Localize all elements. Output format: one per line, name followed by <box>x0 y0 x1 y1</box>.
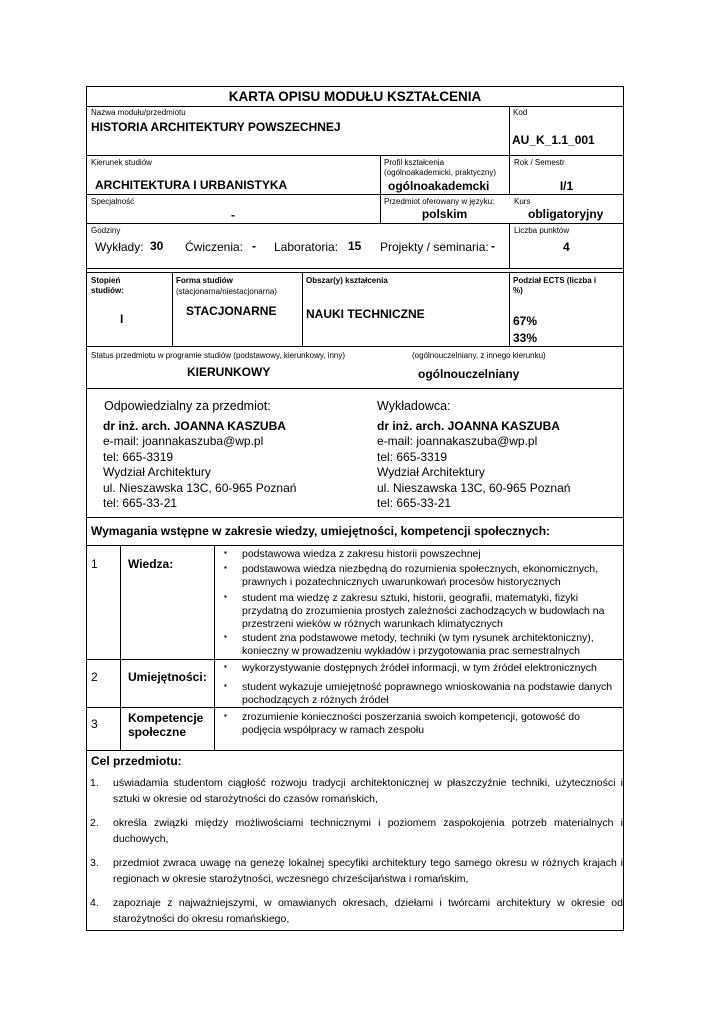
bullet-icon: ▪ <box>224 548 227 557</box>
projects-value: - <box>491 239 495 253</box>
divider <box>86 106 624 107</box>
profile-label: Profil kształcenia <box>384 158 445 167</box>
divider <box>509 272 510 346</box>
year-value: I/1 <box>559 179 574 193</box>
module-name-label: Nazwa modułu/przedmiotu <box>91 108 186 117</box>
form-value: STACJONARNE <box>186 304 277 318</box>
requirement-number: 1 <box>91 557 98 571</box>
lecturer-name: dr inż. arch. JOANNA KASZUBA <box>377 419 560 433</box>
responsible-address: ul. Nieszawska 13C, 60-965 Poznań <box>103 480 297 495</box>
ects-value-2: 33% <box>513 331 538 345</box>
requirement-label-competences-2: społeczne <box>128 725 187 739</box>
lecturer-contact <box>377 419 570 511</box>
divider <box>86 545 624 546</box>
responsible-name: dr inż. arch. JOANNA KASZUBA <box>103 419 286 433</box>
goal-item: uświadamia studentom ciągłość rozwoju tradycji architektonicznej w płaszczyźnie techniki, użyteczności i sztuki w okresie od starożytności do czasów romańskich, <box>113 777 623 805</box>
divider <box>172 272 173 346</box>
points-label: Liczba punktów <box>514 226 570 235</box>
bullet-icon: ▪ <box>224 563 227 572</box>
divider <box>120 545 121 750</box>
divider <box>86 517 624 518</box>
goal-item: przedmiot zwraca uwagę na genezę lokalnej specyfiki architektury tego samego okresu w różnych krajach i regionach w okresie starożytności, wczesnego chrześcijaństwa i romańskim, <box>113 857 623 885</box>
requirement-item: student wykazuje umiejętność poprawnego wnioskowania na podstawie danych pochodzących z różnych źródeł <box>242 681 613 706</box>
lecturer-tel: tel: 665-3319 <box>377 449 448 464</box>
specialty-value: - <box>231 208 235 222</box>
profile-value <box>380 179 509 193</box>
divider <box>86 346 624 347</box>
responsible-contact <box>103 419 296 511</box>
requirement-item: student ma wiedzę z zakresu sztuki, historii, geografii, matematyki, fizyki przydatną do zrozumienia prostych zależności zachodzących w budowlach na przestrzeni wieków w różnych warunkach klimatycznych <box>242 592 605 630</box>
course-value: obligatoryjny <box>528 207 604 221</box>
card-title: KARTA OPISU MODUŁU KSZTAŁCENIA <box>228 89 482 104</box>
goal-number: 1. <box>90 777 99 789</box>
bullet-icon: ▪ <box>224 662 227 671</box>
bullet-icon: ▪ <box>224 681 227 690</box>
form-label: Forma studiów <box>176 276 233 285</box>
ects-label: Podział ECTS (liczba i <box>513 276 597 285</box>
goal-item: zapoznaje z najważniejszymi, w omawianych okresach, dziełami i twórcami architektury w okresie od starożytności do okresu romańskiego, <box>113 897 623 925</box>
goal-item: określa związki między możliwościami technicznymi i poziomem zaspokojenia potrzeb materialnych i duchowych, <box>113 817 623 845</box>
projects-label: Projekty / seminaria: <box>380 240 489 254</box>
course-label: Kurs <box>514 197 531 206</box>
lecturer-heading: Wykładowca: <box>377 399 451 413</box>
bullet-icon: ▪ <box>224 632 227 641</box>
bullet-icon: ▪ <box>224 592 227 601</box>
divider <box>86 194 624 195</box>
responsible-dept: Wydział Architektury <box>103 465 211 480</box>
points-value: 4 <box>563 240 570 254</box>
divider <box>302 272 303 346</box>
lectures-value: 30 <box>150 239 164 253</box>
divider <box>86 155 624 156</box>
goal-number: 4. <box>90 897 99 909</box>
profile-sublabel: (ogólnoakademicki, praktyczny) <box>384 168 497 177</box>
requirements-title: Wymagania wstępne w zakresie wiedzy, umiejętności, kompetencji społecznych: <box>91 524 551 538</box>
status-value-2: ogólnouczelniany <box>418 367 520 381</box>
requirement-number: 3 <box>91 717 98 731</box>
divider <box>86 750 624 751</box>
level-label-2: studiów: <box>91 286 124 295</box>
language-value: polskim <box>421 207 468 221</box>
module-name-value: HISTORIA ARCHITEKTURY POWSZECHNEJ <box>91 120 341 134</box>
divider <box>214 545 215 750</box>
responsible-email[interactable]: e-mail: joannakaszuba@wp.pl <box>103 434 264 449</box>
requirement-item: podstawowa wiedza niezbędną do rozumienia społecznych, ekonomicznych, prawnych i pozatechnicznych uwarunkowań procesów historycznych <box>242 563 599 588</box>
lecturer-address: ul. Nieszawska 13C, 60-965 Poznań <box>377 480 571 495</box>
specialty-label: Specjalność <box>91 197 135 206</box>
divider <box>86 659 624 660</box>
exercises-label: Ćwiczenia: <box>185 240 244 254</box>
status-label: Status przedmiotu w programie studiów (podstawowy, kierunkowy, inny) <box>91 351 346 360</box>
level-label: Stopień <box>91 276 121 285</box>
divider <box>86 707 624 708</box>
language-label: Przedmiot oferowany w języku: <box>384 197 495 206</box>
divider <box>86 272 624 273</box>
bullet-icon: ▪ <box>224 711 227 720</box>
profile-value-text: ogólnoakademcki <box>388 179 490 193</box>
goals-title: Cel przedmiotu: <box>91 754 182 768</box>
exercises-value: - <box>252 239 256 253</box>
lectures-label: Wykłady: <box>95 240 144 254</box>
status-label-2: (ogólnouczelniany, z innego kierunku) <box>412 351 546 360</box>
level-value: I <box>120 312 124 326</box>
requirement-label-skills: Umiejętności: <box>128 670 207 684</box>
goal-number: 2. <box>90 817 99 829</box>
labs-value: 15 <box>348 239 362 253</box>
goal-number: 3. <box>90 857 99 869</box>
divider <box>86 223 624 224</box>
ects-value-1: 67% <box>513 314 538 328</box>
form-sublabel: (stacjonarna/niestacjonarna) <box>176 287 277 296</box>
status-value: KIERUNKOWY <box>187 365 271 379</box>
area-label: Obszar(y) kształcenia <box>306 276 388 285</box>
responsible-tel2: tel: 665-33-21 <box>103 496 178 511</box>
field-value: ARCHITEKTURA I URBANISTYKA <box>95 178 288 192</box>
code-label: Kod <box>513 108 528 117</box>
requirement-number: 2 <box>91 670 98 684</box>
year-label: Rok / Semestr <box>514 158 565 167</box>
divider <box>509 223 510 268</box>
area-value: NAUKI TECHNICZNE <box>306 307 425 321</box>
lecturer-tel2: tel: 665-33-21 <box>377 496 452 511</box>
responsible-heading: Odpowiedzialny za przedmiot: <box>104 399 271 413</box>
ects-label-2: %) <box>513 286 523 295</box>
lecturer-dept: Wydział Architektury <box>377 465 485 480</box>
labs-label: Laboratoria: <box>274 240 339 254</box>
requirement-item: student zna podstawowe metody, techniki (w tym rysunek architektoniczny), konieczny w prowadzeniu wykładów i przygotowania prac semestralnych <box>242 632 594 657</box>
divider <box>86 268 624 269</box>
hours-label: Godziny <box>91 226 121 235</box>
requirement-item: zrozumienie konieczności poszerzania swoich kompetencji, gotowość do podjęcia współpracy w ramach zespołu <box>242 711 580 736</box>
divider <box>86 388 624 389</box>
code-value: AU_K_1.1_001 <box>512 133 595 147</box>
responsible-tel: tel: 665-3319 <box>103 449 174 464</box>
requirement-item: wykorzystywanie dostępnych źródeł informacji, w tym źródeł elektronicznych <box>242 662 597 674</box>
requirement-item: podstawowa wiedza z zakresu historii powszechnej <box>242 548 481 560</box>
requirement-label-competences: Kompetencje <box>128 711 204 725</box>
lecturer-email[interactable]: e-mail: joannakaszuba@wp.pl <box>377 434 538 449</box>
field-label: Kierunek studiów <box>91 158 152 167</box>
requirement-label-knowledge: Wiedza: <box>128 557 174 571</box>
